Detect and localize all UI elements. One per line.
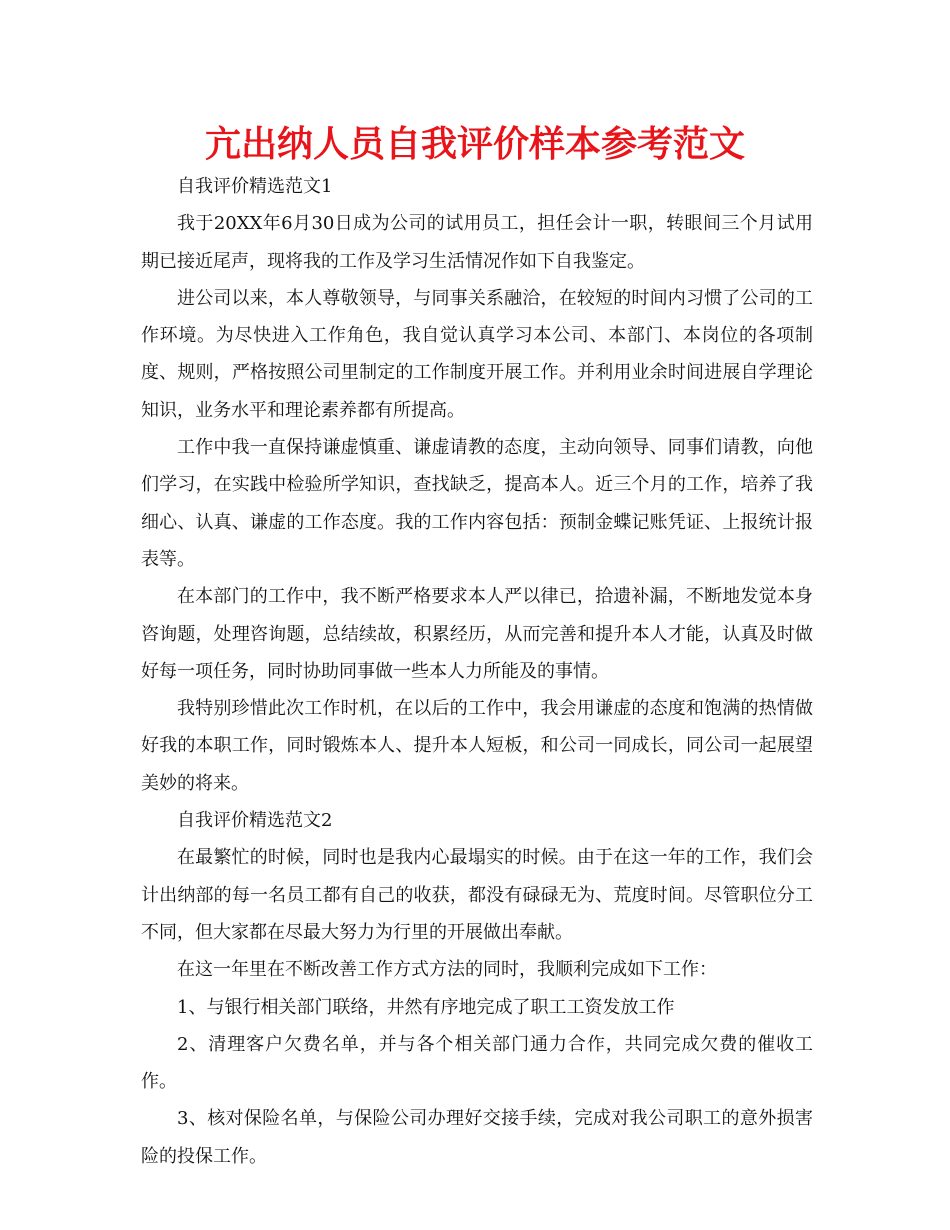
document-body [141,168,813,1175]
section-heading-2: 自我评价精选范文2 [177,810,333,832]
list-item: 1、与银行相关部门联络，井然有序地完成了职工工资发放工作 [177,996,675,1018]
paragraph: 在这一年里在不断改善工作方式方法的同时，我顺利完成如下工作： [177,959,717,981]
paragraph: 在本部门的工作中，我不断严格要求本人严以律已，拾遗补漏，不断地发觉本身咨询题，处理咨询题，总结续故，积累经历，从而完善和提升本人才能，认真及时做好每一项任务，同时协助同事做一些本人力所能及的事情。 [141,586,813,682]
paragraph: 我于20XX年6月30日成为公司的试用员工，担任会计一职，转眼间三个月试用期已接近尾声，现将我的工作及学习生活情况作如下自我鉴定。 [141,213,813,272]
paragraph: 进公司以来，本人尊敬领导，与同事关系融洽，在较短的时间内习惯了公司的工作环境。为尽快进入工作角色，我自觉认真学习本公司、本部门、本岗位的各项制度、规则，严格按照公司里制定的工作制度开展工作。并利用业余时间进展自学理论知识，业务水平和理论素养都有所提高。 [141,287,813,421]
paragraph: 在最繁忙的时候，同时也是我内心最塌实的时候。由于在这一年的工作，我们会计出纳部的每一名员工都有自己的收获，都没有碌碌无为、荒度时间。尽管职位分工不同，但大家都在尽最大努力为行里的开展做出奉献。 [141,847,813,943]
paragraph: 我特别珍惜此次工作时机，在以后的工作中，我会用谦虚的态度和饱满的热情做好我的本职工作，同时锻炼本人、提升本人短板，和公司一同成长，同公司一起展望美妙的将来。 [141,698,813,794]
document-title: 亢出纳人员自我评价样本参考范文 [204,124,745,165]
list-item: 2、清理客户欠费名单，并与各个相关部门通力合作，共同完成欠费的催收工作。 [141,1033,813,1093]
list-item: 3、核对保险名单，与保险公司办理好交接手续，完成对我公司职工的意外损害险的投保工作。 [141,1108,813,1167]
paragraph: 工作中我一直保持谦虚慎重、谦虚请教的态度，主动向领导、同事们请教，向他们学习，在实践中检验所学知识，查找缺乏，提高本人。近三个月的工作，培养了我细心、认真、谦虚的工作态度。我的工作内容包括：预制金蝶记账凭证、上报统计报表等。 [141,437,813,570]
section-heading-1: 自我评价精选范文1 [177,176,333,197]
